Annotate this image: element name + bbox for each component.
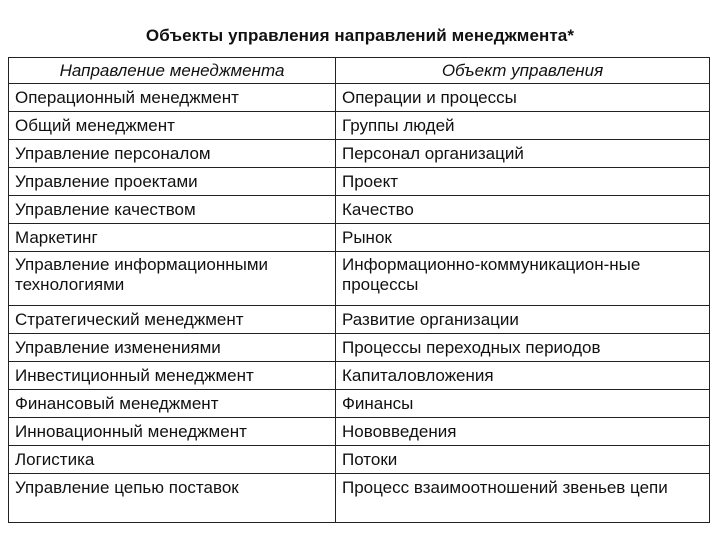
table-row (9, 390, 710, 418)
object-cell: Рынок (336, 224, 710, 252)
direction-cell: Управление персоналом (9, 140, 336, 168)
table-row (9, 140, 710, 168)
direction-cell: Стратегический менеджмент (9, 306, 336, 334)
table-row (9, 224, 710, 252)
direction-cell: Маркетинг (9, 224, 336, 252)
management-objects-table (8, 57, 710, 523)
table-title: Объекты управления направлений менеджмента* (145, 26, 575, 45)
object-cell: Капиталовложения (336, 362, 710, 390)
direction-cell: Управление изменениями (9, 334, 336, 362)
direction-cell: Управление цепью поставок (9, 474, 336, 523)
direction-cell: Общий менеджмент (9, 112, 336, 140)
direction-cell: Инвестиционный менеджмент (9, 362, 336, 390)
header-direction: Направление менеджмента (9, 58, 336, 84)
object-cell: Потоки (336, 446, 710, 474)
object-cell: Нововведения (336, 418, 710, 446)
object-cell: Качество (336, 196, 710, 224)
table-row (9, 112, 710, 140)
direction-cell: Финансовый менеджмент (9, 390, 336, 418)
direction-cell: Управление качеством (9, 196, 336, 224)
object-cell: Проект (336, 168, 710, 196)
table-row (9, 306, 710, 334)
object-cell: Финансы (336, 390, 710, 418)
object-cell: Информационно-коммуникацион-ные процессы (336, 252, 710, 306)
direction-cell: Инновационный менеджмент (9, 418, 336, 446)
table-row (9, 418, 710, 446)
table-row (9, 196, 710, 224)
object-cell: Персонал организаций (336, 140, 710, 168)
object-cell: Развитие организации (336, 306, 710, 334)
object-cell: Операции и процессы (336, 84, 710, 112)
table-row (9, 446, 710, 474)
table-row (9, 362, 710, 390)
direction-cell: Управление проектами (9, 168, 336, 196)
table-row (9, 252, 710, 306)
table-row (9, 334, 710, 362)
object-cell: Процессы переходных периодов (336, 334, 710, 362)
object-cell: Процесс взаимоотношений звеньев цепи (336, 474, 710, 523)
table-header-row (9, 58, 710, 84)
table-row (9, 474, 710, 523)
direction-cell: Логистика (9, 446, 336, 474)
header-object: Объект управления (336, 58, 710, 84)
table-row (9, 84, 710, 112)
object-cell: Группы людей (336, 112, 710, 140)
table-row (9, 168, 710, 196)
direction-cell: Операционный менеджмент (9, 84, 336, 112)
direction-cell: Управление информационными технологиями (9, 252, 336, 306)
